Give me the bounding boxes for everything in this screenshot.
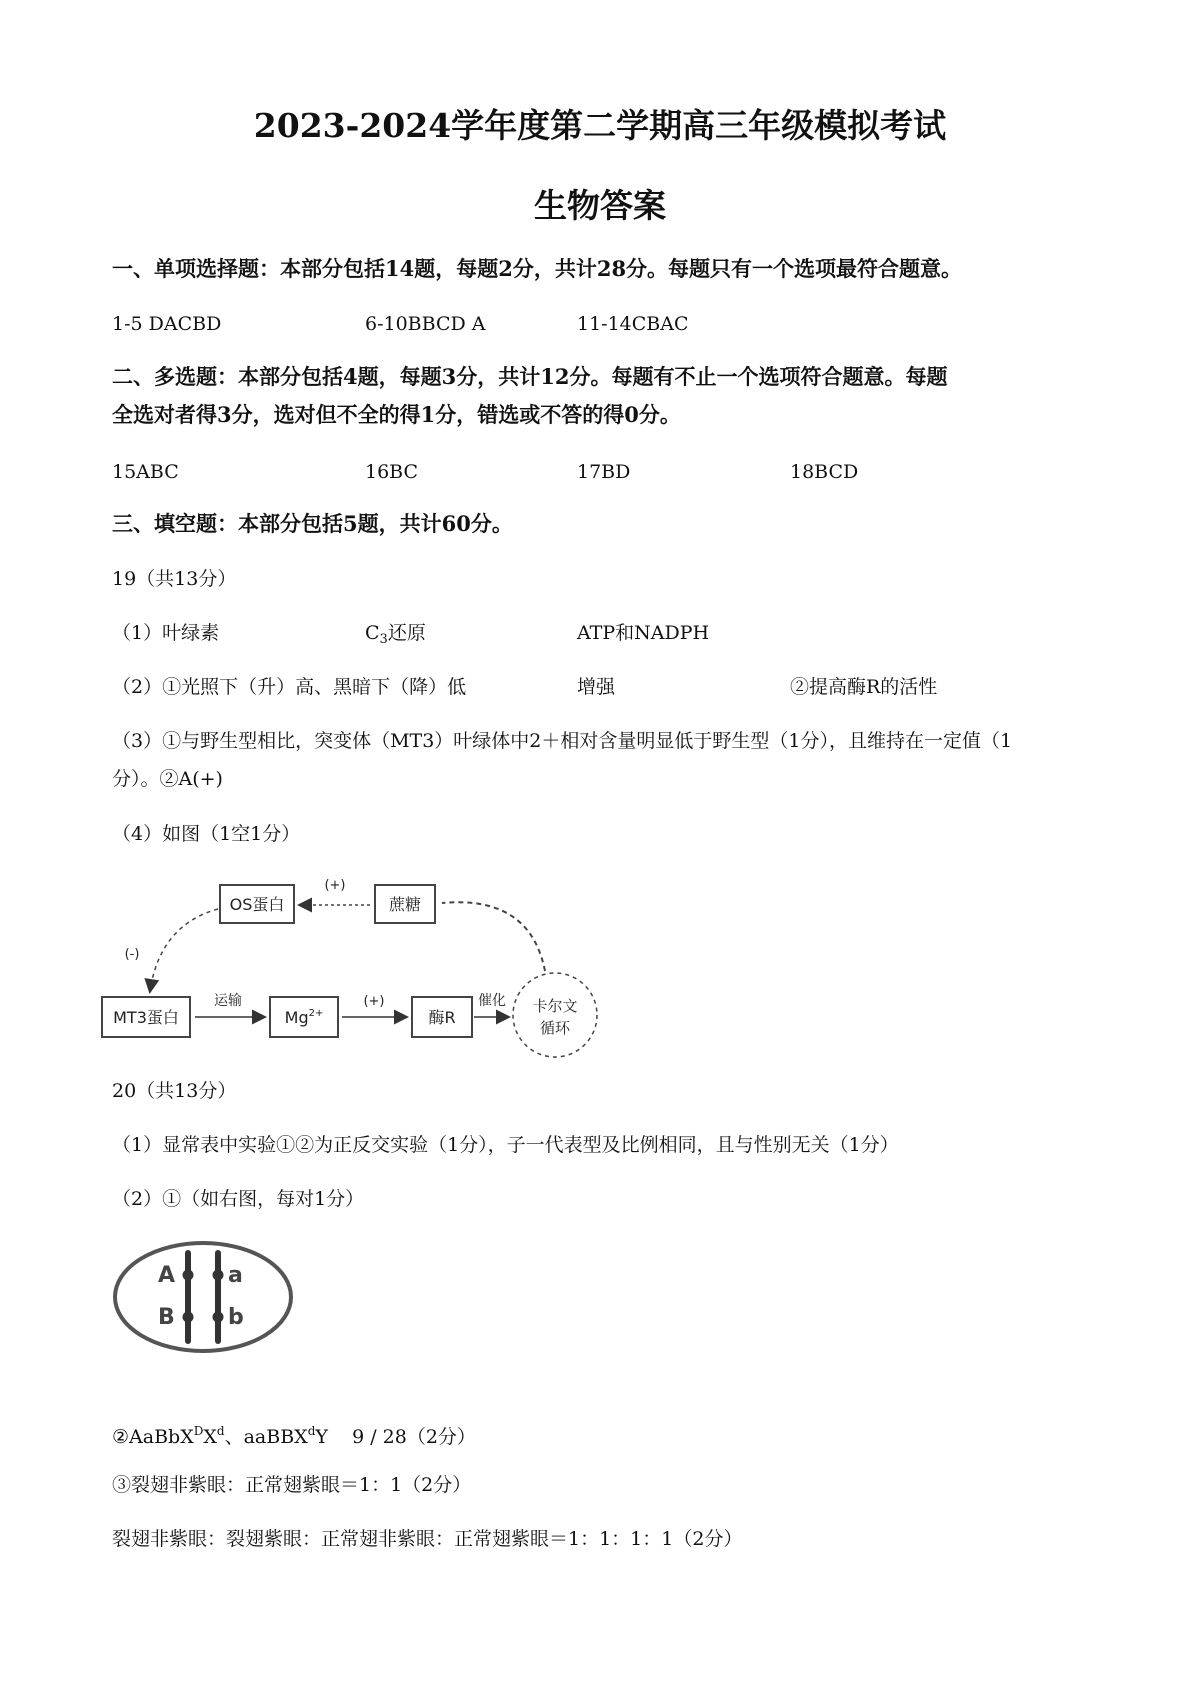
allele-a: a [228,1263,243,1288]
locus-b-dot [213,1312,224,1323]
section1-heading: 一、单项选择题：本部分包括14题，每题2分，共计28分。每题只有一个选项最符合题意。 [112,256,963,281]
allele-B: B [158,1305,175,1330]
q19-p2-a: （2）①光照下（升）高、黑暗下（降）低 [112,676,467,698]
q20-header: 20（共13分） [112,1080,237,1102]
q20-g3: ③裂翅非紫眼：正常翅紫眼＝1：1（2分） [112,1474,472,1496]
q19-p3-line2: 分）。②A(+) [112,768,223,790]
exam-title: 2023-2024学年度第二学期高三年级模拟考试 [253,106,947,145]
q20-g4: 裂翅非紫眼：裂翅紫眼：正常翅非紫眼：正常翅紫眼＝1：1：1：1（2分） [112,1528,743,1550]
catalyze-label: 催化 [478,993,506,1009]
allele-A: A [158,1263,176,1288]
section2-answer-16: 16BC [365,461,419,483]
enzyme-r-label: 酶R [428,1008,456,1027]
minus-label: (-) [124,947,140,962]
chromosome-diagram [108,1237,298,1357]
exam-subtitle: 生物答案 [534,186,666,225]
calvin-cycle-circle [513,973,597,1057]
pathway-diagram [100,865,680,1065]
cell-outline [115,1243,291,1351]
mt3-protein-label: MT3蛋白 [113,1008,179,1027]
q19-p1-c: ATP和NADPH [577,622,710,644]
section2-heading-line2: 全选对者得3分，选对但不全的得1分，错选或不答的得0分。 [112,402,681,427]
q20-ratio: 9 / 28（2分） [352,1426,476,1448]
mg-label: $Mg^{2+}$ [284,1008,324,1027]
plus-top-label: (+) [324,878,346,893]
q19-p2-c: ②提高酶R的活性 [790,676,938,698]
section1-answer-3: 11-14CBAC [577,313,689,335]
q19-p4: （4）如图（1空1分） [112,823,301,845]
plus-mid-label: (+) [363,994,385,1009]
locus-a-dot [213,1270,224,1281]
sucrose-label: 蔗糖 [388,895,422,914]
section2-answer-18: 18BCD [790,461,859,483]
q19-p1-a: （1）叶绿素 [112,622,220,644]
section2-heading-line1: 二、多选题：本部分包括4题，每题3分，共计12分。每题有不止一个选项符合题意。每题 [112,364,948,389]
transport-label: 运输 [214,993,242,1009]
calvin-cycle-label-1: 卡尔文 [532,997,578,1015]
q20-p2: （2）①（如右图，每对1分） [112,1188,365,1210]
calvin-cycle-label-2: 循环 [539,1019,571,1037]
section1-answer-2: 6-10BBCD A [365,313,486,335]
q19-header: 19（共13分） [112,568,237,590]
q20-p1: （1）显常表中实验①②为正反交实验（1分），子一代表型及比例相同，且与性别无关（1分） [112,1134,899,1156]
os-to-mt3-arrow [150,909,218,991]
calvin-to-sucrose-arrow [442,902,545,971]
section2-answer-17: 17BD [577,461,631,483]
allele-b: b [228,1305,244,1330]
section3-heading: 三、填空题：本部分包括5题，共计60分。 [112,511,513,536]
os-protein-label: OS蛋白 [229,895,285,914]
q19-p3-line1: （3）①与野生型相比，突变体（MT3）叶绿体中2＋相对含量明显低于野生型（1分），且维持在一定值（1 [112,730,1013,752]
q19-p1-b: $C_3$还原 [365,622,426,647]
locus-B-dot [183,1312,194,1323]
section2-answer-15: 15ABC [112,461,179,483]
section1-answer-1: 1-5 DACBD [112,313,222,335]
locus-A-dot [183,1270,194,1281]
q20-genotypes: $②AaBbX^DX^d$、aaBBX$^d$Y 9 / 28（2分） [112,1424,476,1448]
q19-p2-b: 增强 [577,676,616,698]
